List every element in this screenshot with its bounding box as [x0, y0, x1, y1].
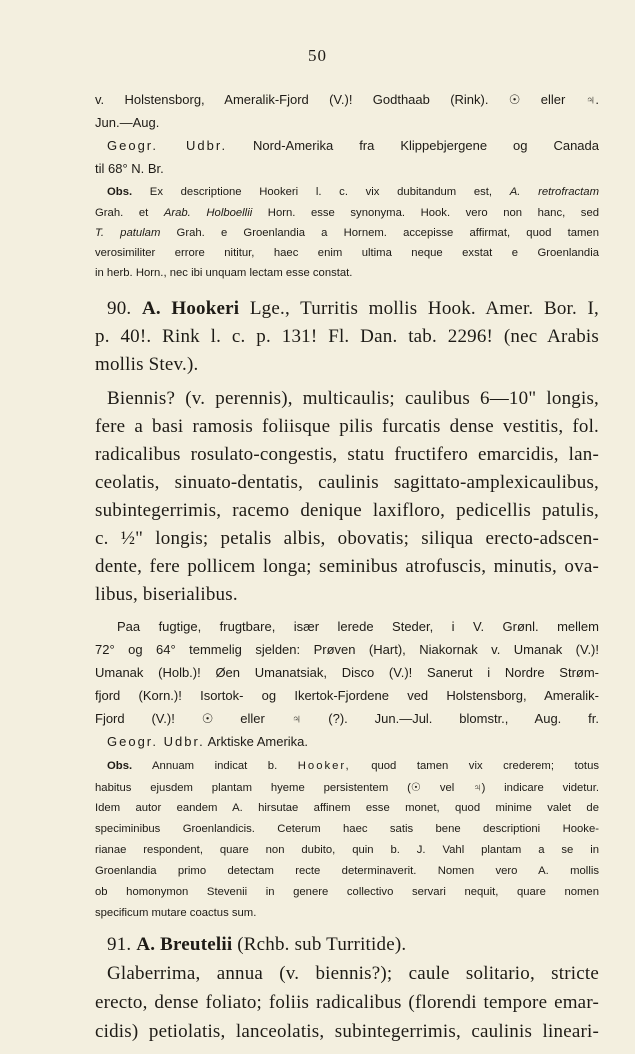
description-line: Glaberrima, annua (v. biennis?); caule solitario, stricte	[107, 963, 599, 984]
obs-line	[107, 760, 599, 772]
distribution-line	[107, 138, 599, 153]
obs-label: Obs.	[107, 760, 133, 772]
habitat-line: Paa fugtige, frugtbare, især lerede Steder, i V. Grønl. mellem	[117, 619, 599, 634]
obs-text: Ex descriptione Hookeri l. c. vix dubitandum est,	[132, 186, 510, 198]
citation-line: mollis Stev.).	[95, 354, 199, 375]
distribution-label: Geogr. Udbr.	[107, 734, 205, 749]
obs-line: rianae respondent, quare non dubito, quin b. J. Vahl plantam a se in	[95, 844, 599, 856]
obs-line: ob homonymon Stevenii in genere collectivo servari nequit, quare nomen	[95, 886, 599, 898]
obs-text: Horn. esse synonyma. Hook. vero non hanc, sed	[252, 207, 600, 219]
obs-label: Obs.	[107, 186, 133, 198]
obs-italic: T. patulam	[95, 227, 161, 239]
species-citation: Lge., Turritis mollis Hook. Amer. Bor. I,	[239, 298, 599, 319]
obs-line: specificum mutare coactus sum.	[95, 907, 257, 919]
species-name: A. Breutelii	[136, 934, 233, 955]
description-line: Biennis? (v. perennis), multicaulis; caulibus 6—10" longis,	[107, 388, 599, 409]
distribution-line	[107, 734, 599, 749]
obs-line	[95, 207, 599, 219]
obs-line: verosimiliter errore nititur, haec enim ultima neque exstat e Groenlandia	[95, 247, 599, 259]
obs-text: Grah. e Groenlandia a Hornem. accepisse affirmat, quod tamen	[160, 227, 599, 239]
obs-italic: Arab. Holboellii	[163, 207, 253, 219]
locality-line: v. Holstensborg, Ameralik-Fjord (V.)! Godthaab (Rink). ☉ eller ♃.	[95, 92, 599, 107]
citation-line: p. 40!. Rink l. c. p. 131! Fl. Dan. tab. 2296! (nec Arabis	[95, 326, 599, 347]
species-heading	[107, 298, 599, 320]
obs-line: in herb. Horn., nec ibi unquam lectam esse constat.	[95, 267, 353, 279]
obs-line: Idem autor eandem A. hirsutae affinem esse monet, quod minime valet de	[95, 802, 599, 814]
description-line: dente, fere pollicem longa; seminibus atrofuscis, minutis, ova-	[95, 556, 599, 577]
obs-text: Grah. et	[95, 207, 164, 219]
description-line: c. ½" longis; petalis albis, obovatis; siliqua erecto-adscen-	[95, 528, 599, 549]
description-line: erecto, dense foliato; foliis radicalibus (florendi tempore emar-	[95, 992, 599, 1013]
obs-text: Annuam indicat b.	[132, 760, 298, 772]
habitat-line: 72° og 64° temmelig sjelden: Prøven (Hart), Niakornak v. Umanak (V.)!	[95, 642, 599, 657]
description-line: libus, biserialibus.	[95, 584, 238, 605]
distribution-label: Geogr. Udbr.	[107, 138, 228, 153]
obs-line	[107, 186, 599, 198]
page-number: 50	[308, 46, 327, 65]
distribution-text: Arktiske Amerika.	[204, 734, 309, 749]
species-citation: (Rchb. sub Turritide).	[232, 934, 407, 955]
species-number: 91.	[107, 934, 132, 955]
obs-text: quod tamen vix crederem; totus	[350, 760, 599, 772]
description-line: subintegerrimis, racemo denique laxifloro, pedicellis patulis,	[95, 500, 599, 521]
phenology-line: Jun.—Aug.	[95, 115, 160, 130]
description-line: ceolatis, sinuato-dentatis, caulinis sagittato-amplexicaulibus,	[95, 472, 599, 493]
species-heading	[107, 934, 599, 956]
obs-line: speciminibus Groenlandicis. Ceterum haec satis bene descriptioni Hooke-	[95, 823, 599, 835]
distribution-text: Nord-Amerika fra Klippebjergene og Canada	[227, 138, 599, 153]
obs-line: Groenlandia primo detectam recte determinaverit. Nomen vero A. mollis	[95, 865, 599, 877]
species-name: A. Hookeri	[141, 298, 240, 319]
obs-line	[95, 227, 599, 239]
habitat-line: Fjord (V.)! ☉ eller ♃ (?). Jun.—Jul. blomstr., Aug. fr.	[95, 711, 599, 726]
habitat-line: Umanak (Holb.)! Øen Umanatsiak, Disco (V.)! Sanerut i Nordre Strøm-	[95, 665, 599, 680]
obs-line: habitus ejusdem plantam hyeme persistentem (☉ vel ♃) indicare videtur.	[95, 782, 599, 794]
description-line: fere a basi ramosis foliisque pilis furcatis dense vestitis, fol.	[95, 416, 599, 437]
obs-italic: A. retrofractam	[509, 186, 599, 198]
habitat-line: fjord (Korn.)! Isortok- og Ikertok-Fjordene ved Holstensborg, Ameralik-	[95, 688, 599, 703]
species-number: 90.	[107, 298, 132, 319]
description-line: cidis) petiolatis, lanceolatis, subintegerrimis, caulinis lineari-	[95, 1021, 599, 1042]
description-line: radicalibus rosulato-congestis, statu fructifero emarcidis, lan-	[95, 444, 599, 465]
obs-author: Hooker,	[297, 760, 351, 772]
distribution-line: til 68° N. Br.	[95, 161, 164, 176]
